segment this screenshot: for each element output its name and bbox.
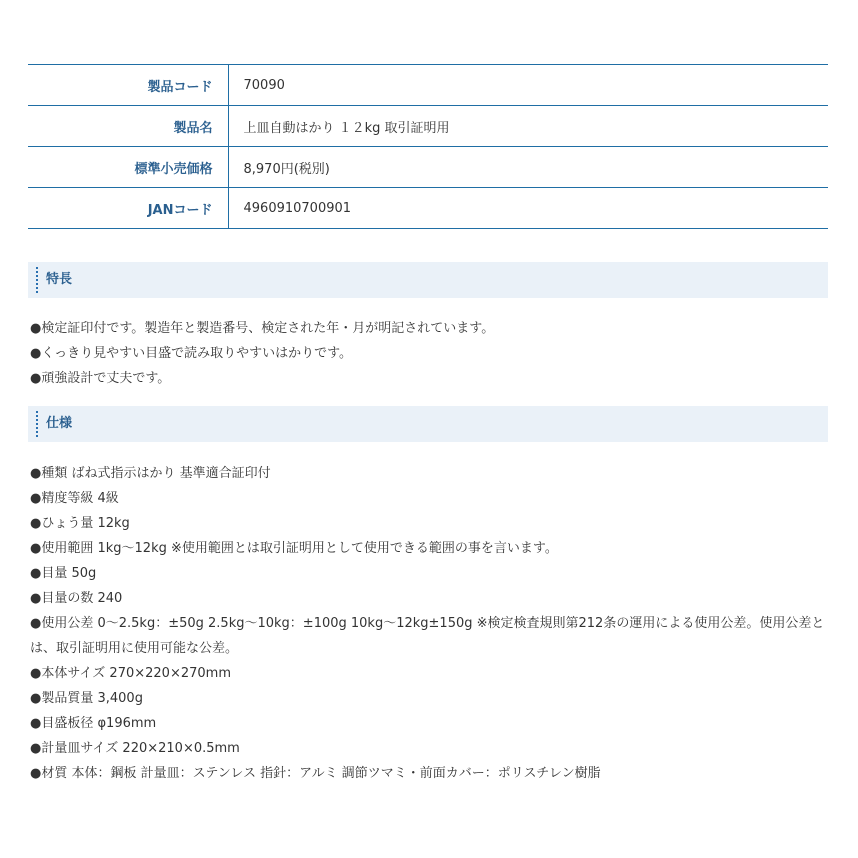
specs-list [30, 461, 828, 786]
list-item: ●頑強設計で丈夫です。 [30, 371, 171, 386]
row-value: 上皿自動はかり １２kg 取引証明用 [228, 106, 828, 147]
table-row [28, 106, 828, 147]
heading-accent-bar [36, 267, 38, 293]
table-row [28, 147, 828, 188]
list-item: ●材質 本体：鋼板 計量皿：ステンレス 指針：アルミ 調節ツマミ・前面カバー：ポリスチレン樹脂 [30, 766, 601, 781]
list-item: ●本体サイズ 270×220×270mm [30, 666, 231, 681]
row-label: 製品名 [28, 106, 228, 147]
list-item: ●使用範囲 1kg〜12kg ※使用範囲とは取引証明用として使用できる範囲の事を言います。 [30, 541, 558, 556]
list-item: ●精度等級 4級 [30, 491, 119, 506]
row-label: 製品コード [28, 65, 228, 106]
row-value: 8,970円(税別) [228, 147, 828, 188]
list-item: ●目盛板径 φ196mm [30, 716, 157, 731]
row-label: JANコード [28, 188, 228, 229]
product-info [28, 64, 828, 229]
heading-accent-bar [36, 411, 38, 437]
features-list [30, 316, 830, 391]
row-value: 70090 [228, 65, 828, 106]
list-item: ●ひょう量 12kg [30, 516, 130, 531]
specs-heading [28, 406, 828, 442]
row-label: 標準小売価格 [28, 147, 228, 188]
list-item: ●製品質量 3,400g [30, 691, 143, 706]
features-title: 特長 [46, 272, 73, 287]
list-item: ●くっきり見やすい目盛で読み取りやすいはかりです。 [30, 346, 353, 361]
list-item: ●目量 50g [30, 566, 97, 581]
table-row [28, 188, 828, 229]
list-item: ●種類 ばね式指示はかり 基準適合証印付 [30, 466, 271, 481]
list-item: ●計量皿サイズ 220×210×0.5mm [30, 741, 240, 756]
list-item: ●検定証印付です。製造年と製造番号、検定された年・月が明記されています。 [30, 321, 495, 336]
product-table [28, 64, 828, 229]
list-item: ●目量の数 240 [30, 591, 123, 606]
specs-title: 仕様 [46, 416, 73, 431]
row-value: 4960910700901 [228, 188, 828, 229]
list-item: ●使用公差 0〜2.5kg：±50g 2.5kg〜10kg：±100g 10kg〜12kg±150g ※検定検査規則第212条の運用による使用公差。使用公差とは、取引証明用に使用可能な公差。 [30, 616, 825, 656]
features-heading [28, 262, 828, 298]
table-row [28, 65, 828, 106]
